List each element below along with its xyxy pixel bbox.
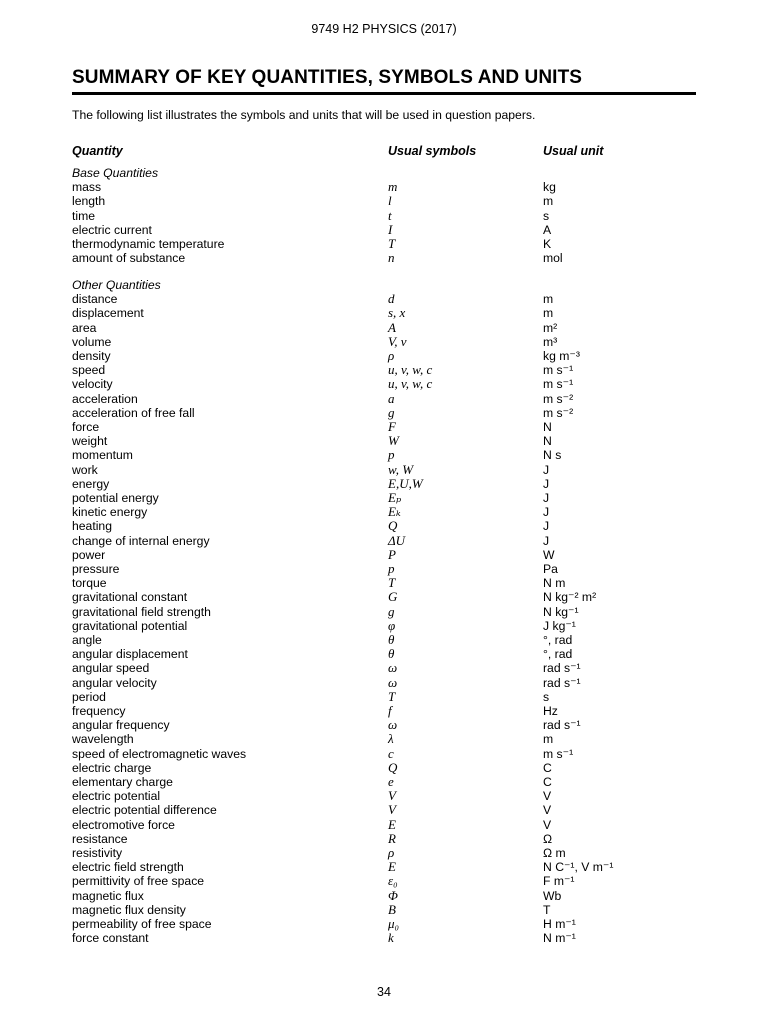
quantity-cell: electric current <box>72 222 152 237</box>
unit-cell: m s⁻¹ <box>543 746 574 761</box>
unit-cell: rad s⁻¹ <box>543 718 581 733</box>
symbol-cell: ω <box>388 717 398 733</box>
unit-cell: kg m⁻³ <box>543 349 580 363</box>
quantity-cell: force <box>72 420 100 434</box>
unit-cell: V <box>543 789 552 804</box>
symbol-cell: p <box>388 561 395 576</box>
unit-cell: N C⁻¹, V m⁻¹ <box>543 860 614 875</box>
quantity-cell: work <box>72 462 98 477</box>
symbol-cell: θ <box>388 646 395 662</box>
unit-cell: m s⁻² <box>543 391 574 406</box>
quantity-cell: acceleration <box>72 391 138 406</box>
symbol-cell: p <box>388 447 395 463</box>
unit-cell: J <box>543 533 550 548</box>
unit-cell: V <box>543 803 552 818</box>
unit-cell: Ω m <box>543 846 566 860</box>
unit-cell: kg <box>543 180 556 195</box>
symbol-cell: t <box>388 207 392 223</box>
quantity-cell: electromotive force <box>72 817 175 832</box>
unit-cell: K <box>543 237 552 251</box>
symbol-cell: f <box>388 703 392 718</box>
symbol-cell: V, v <box>388 333 407 349</box>
quantity-cell: kinetic energy <box>72 505 148 520</box>
symbol-cell: ΔU <box>388 532 406 548</box>
quantity-cell: angular displacement <box>72 647 188 662</box>
symbol-cell: E <box>388 816 396 832</box>
quantity-cell: angular frequency <box>72 718 170 733</box>
unit-cell: Ω <box>543 831 553 846</box>
unit-cell: N m⁻¹ <box>543 931 576 946</box>
quantity-cell: speed of electromagnetic waves <box>72 746 247 761</box>
unit-cell: V <box>543 817 552 832</box>
quantity-cell: energy <box>72 476 110 491</box>
symbol-cell: W <box>388 433 399 449</box>
unit-cell: s <box>543 689 550 704</box>
symbol-cell: T <box>388 688 396 704</box>
unit-cell: Pa <box>543 562 558 576</box>
quantity-cell: torque <box>72 576 107 591</box>
quantity-cell: thermodynamic temperature <box>72 237 225 251</box>
unit-cell: m s⁻¹ <box>543 363 574 378</box>
quantity-cell: gravitational field strength <box>72 604 211 619</box>
symbol-cell: d <box>388 291 395 307</box>
symbol-cell: ρ <box>388 348 395 363</box>
section-heading: Other Quantities <box>72 278 161 292</box>
quantity-cell: heating <box>72 519 112 534</box>
unit-cell: F m⁻¹ <box>543 874 575 889</box>
symbol-cell: I <box>388 221 393 237</box>
unit-cell: J <box>543 476 550 491</box>
symbol-cell: Φ <box>388 887 398 903</box>
unit-cell: m s⁻¹ <box>543 377 574 392</box>
title-underline <box>72 92 696 95</box>
symbol-cell: Eₖ <box>388 504 401 520</box>
quantity-cell: magnetic flux density <box>72 902 186 917</box>
quantity-cell: momentum <box>72 448 133 463</box>
quantity-cell: velocity <box>72 377 113 392</box>
unit-cell: rad s⁻¹ <box>543 661 581 676</box>
quantity-cell: power <box>72 547 106 562</box>
symbol-cell: T <box>388 575 396 591</box>
symbol-cell: n <box>388 250 395 266</box>
symbol-cell: w, W <box>388 461 414 477</box>
symbol-cell: ω <box>388 674 398 690</box>
unit-cell: W <box>543 547 555 562</box>
symbol-cell: ρ <box>388 845 395 860</box>
symbol-cell: g <box>388 603 395 619</box>
unit-cell: N <box>543 434 552 449</box>
quantity-cell: volume <box>72 334 112 349</box>
quantity-cell: weight <box>72 434 108 449</box>
quantity-cell: electric potential difference <box>72 803 217 818</box>
unit-cell: Wb <box>543 888 562 903</box>
quantity-cell: angle <box>72 633 102 647</box>
quantity-cell: gravitational potential <box>72 618 188 633</box>
unit-cell: mol <box>543 251 563 266</box>
symbol-cell: ε₀ <box>388 873 398 889</box>
symbol-cell: Q <box>388 518 398 534</box>
symbol-cell: u, v, w, c <box>388 376 433 392</box>
quantity-cell: resistance <box>72 831 128 846</box>
unit-cell: s <box>543 208 550 223</box>
unit-cell: m <box>543 194 554 209</box>
symbol-cell: Q <box>388 759 398 775</box>
quantity-cell: angular speed <box>72 661 150 676</box>
quantity-cell: wavelength <box>72 732 134 747</box>
intro-text: The following list illustrates the symbols and units that will be used in question papers. <box>72 108 536 122</box>
quantity-cell: angular velocity <box>72 675 157 690</box>
unit-cell: m <box>543 732 554 747</box>
quantity-cell: resistivity <box>72 846 123 860</box>
unit-cell: A <box>543 222 552 237</box>
symbol-cell: V <box>388 788 396 804</box>
quantity-cell: acceleration of free fall <box>72 405 195 420</box>
column-header-symbols: Usual symbols <box>388 144 477 158</box>
unit-cell: J <box>543 462 550 477</box>
symbol-cell: Eₚ <box>388 490 402 505</box>
quantity-cell: density <box>72 349 111 363</box>
unit-cell: °, rad <box>543 633 573 647</box>
symbol-cell: φ <box>388 617 396 633</box>
quantity-cell: electric charge <box>72 760 152 775</box>
quantity-cell: time <box>72 208 96 223</box>
quantity-cell: elementary charge <box>72 775 173 789</box>
symbol-cell: m <box>388 179 398 195</box>
section-heading: Base Quantities <box>72 166 159 180</box>
quantity-cell: change of internal energy <box>72 533 210 548</box>
quantity-cell: length <box>72 194 106 209</box>
unit-cell: J <box>543 505 550 520</box>
quantity-cell: force constant <box>72 931 149 946</box>
quantity-cell: amount of substance <box>72 251 186 266</box>
page-number: 34 <box>377 985 391 999</box>
unit-cell: J <box>543 491 550 505</box>
quantity-cell: frequency <box>72 704 126 718</box>
quantity-cell: electric field strength <box>72 860 184 875</box>
unit-cell: N m <box>543 576 566 591</box>
quantity-cell: mass <box>72 180 102 195</box>
quantity-cell: distance <box>72 292 118 307</box>
symbol-cell: G <box>388 589 398 605</box>
symbol-cell: T <box>388 236 396 251</box>
symbol-cell: E,U,W <box>388 475 423 491</box>
quantity-cell: pressure <box>72 562 120 576</box>
symbol-cell: s, x <box>388 305 406 321</box>
symbol-cell: V <box>388 802 396 818</box>
symbol-cell: E <box>388 859 396 875</box>
unit-cell: °, rad <box>543 647 573 662</box>
unit-cell: N kg⁻¹ <box>543 604 579 619</box>
symbol-cell: e <box>388 774 394 789</box>
unit-cell: m³ <box>543 334 558 349</box>
symbol-cell: P <box>388 546 396 562</box>
quantity-cell: permeability of free space <box>72 917 212 931</box>
symbol-cell: ω <box>388 660 398 676</box>
quantity-cell: area <box>72 320 97 335</box>
page-title: SUMMARY OF KEY QUANTITIES, SYMBOLS AND UNITS <box>72 67 583 88</box>
symbol-cell: λ <box>388 731 394 747</box>
symbol-cell: g <box>388 404 395 420</box>
column-header-unit: Usual unit <box>543 144 604 158</box>
unit-cell: H m⁻¹ <box>543 917 576 931</box>
symbol-cell: F <box>388 419 396 434</box>
symbol-cell: R <box>388 830 396 846</box>
unit-cell: Hz <box>543 704 558 718</box>
symbol-cell: a <box>388 390 395 406</box>
symbol-cell: B <box>388 901 396 917</box>
unit-cell: rad s⁻¹ <box>543 675 581 690</box>
unit-cell: J kg⁻¹ <box>543 618 576 633</box>
symbol-cell: θ <box>388 632 395 647</box>
unit-cell: m <box>543 292 554 307</box>
column-header-quantity: Quantity <box>72 144 123 158</box>
quantity-cell: displacement <box>72 306 144 321</box>
quantity-cell: electric potential <box>72 789 161 804</box>
quantity-cell: magnetic flux <box>72 888 144 903</box>
quantity-cell: period <box>72 689 106 704</box>
unit-cell: T <box>543 902 551 917</box>
quantity-cell: potential energy <box>72 491 159 505</box>
symbol-cell: k <box>388 930 394 946</box>
unit-cell: C <box>543 760 552 775</box>
unit-cell: m <box>543 306 554 321</box>
symbol-cell: μ₀ <box>388 916 400 931</box>
symbol-cell: u, v, w, c <box>388 362 433 378</box>
unit-cell: J <box>543 519 550 534</box>
quantity-cell: permittivity of free space <box>72 874 205 889</box>
unit-cell: N <box>543 420 552 434</box>
unit-cell: m² <box>543 320 558 335</box>
symbol-cell: l <box>388 193 392 209</box>
page-header: 9749 H2 PHYSICS (2017) <box>311 22 457 36</box>
unit-cell: m s⁻² <box>543 405 574 420</box>
quantity-cell: gravitational constant <box>72 590 188 605</box>
quantity-cell: speed <box>72 363 106 378</box>
symbol-cell: c <box>388 745 394 761</box>
unit-cell: N s <box>543 448 562 463</box>
unit-cell: C <box>543 775 552 789</box>
symbol-cell: A <box>388 319 396 335</box>
unit-cell: N kg⁻² m² <box>543 590 597 605</box>
